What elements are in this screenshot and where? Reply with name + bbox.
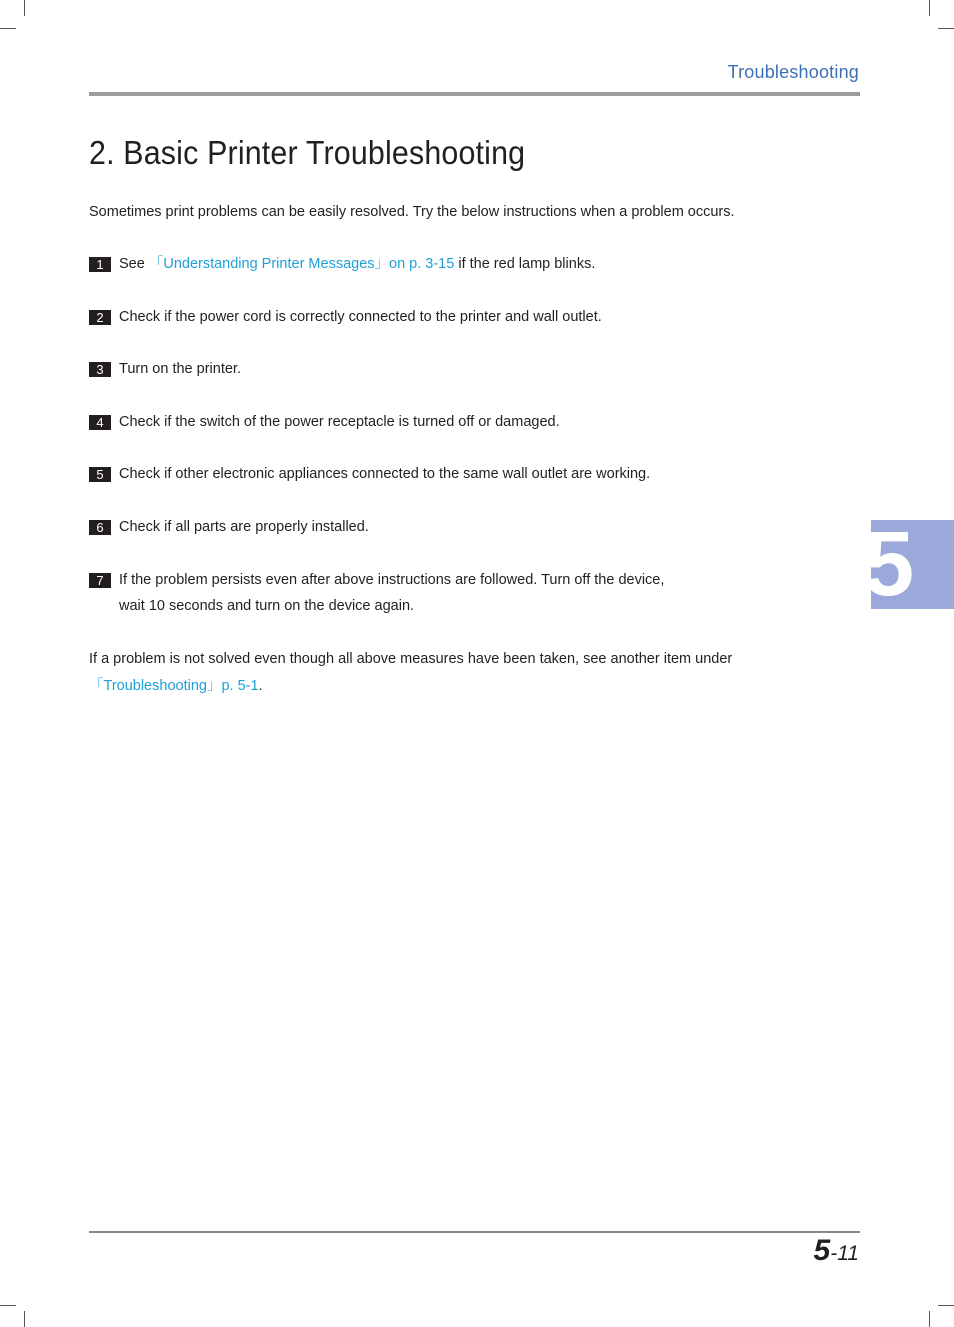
header-divider	[89, 92, 860, 96]
chapter-tab	[863, 513, 954, 615]
step-text: See 「Understanding Printer Messages」on p. 3-15 if the red lamp blinks.	[119, 256, 596, 272]
step-text: Turn on the printer.	[119, 361, 241, 377]
crop-mark	[929, 1311, 930, 1327]
header-section-title: Troubleshooting	[727, 62, 859, 82]
step-text: If the problem persists even after above instructions are followed. Turn off the device,	[119, 572, 665, 588]
step-number: 1	[89, 257, 111, 272]
closing-paragraph: If a problem is not solved even though all above measures have been taken, see another item under 「Troubleshooting」p. 5-1.	[89, 651, 733, 694]
step-text: Check if the switch of the power receptacle is turned off or damaged.	[119, 414, 560, 430]
crop-mark	[0, 1305, 16, 1306]
step-text: Check if other electronic appliances connected to the same wall outlet are working.	[119, 466, 651, 482]
page-number: 5-11	[813, 1234, 859, 1267]
crop-mark	[24, 0, 25, 16]
step-text: Check if the power cord is correctly connected to the printer and wall outlet.	[119, 309, 602, 325]
crop-mark	[938, 1305, 954, 1306]
step-number: 3	[89, 362, 111, 377]
step-text: Check if all parts are properly installed.	[119, 519, 369, 535]
intro-paragraph: Sometimes print problems can be easily resolved. Try the below instructions when a problem occurs.	[89, 204, 735, 220]
step-number: 6	[89, 520, 111, 535]
crop-mark	[929, 0, 930, 16]
page-title: 2. Basic Printer Troubleshooting	[89, 134, 526, 171]
step-number: 7	[89, 573, 111, 588]
crop-mark	[938, 28, 954, 29]
step-number: 2	[89, 310, 111, 325]
understanding-printer-messages-link[interactable]: 「Understanding Printer Messages」on p. 3-15	[148, 256, 455, 272]
step-number: 4	[89, 415, 111, 430]
troubleshooting-link[interactable]: 「Troubleshooting」p. 5-1	[89, 678, 259, 694]
footer-divider	[89, 1231, 860, 1233]
crop-mark	[24, 1311, 25, 1327]
chapter-tab-number: 5	[863, 513, 915, 615]
step-text-continued: wait 10 seconds and turn on the device again.	[119, 598, 415, 614]
crop-mark	[0, 28, 16, 29]
step-number: 5	[89, 467, 111, 482]
